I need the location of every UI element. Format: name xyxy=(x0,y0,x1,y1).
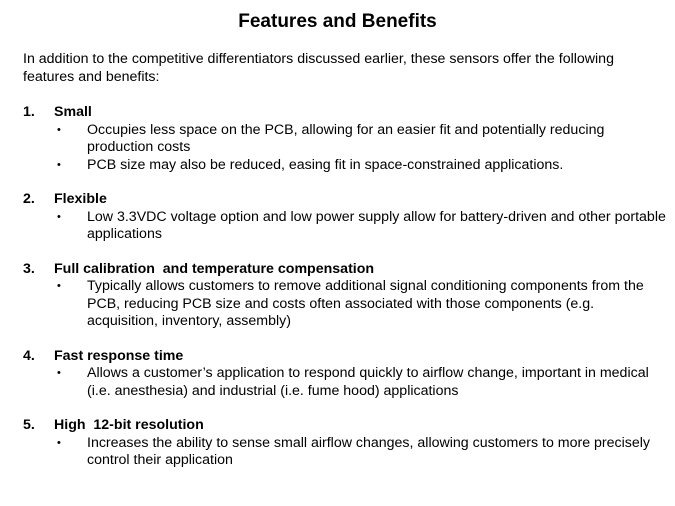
bullet-list xyxy=(23,435,668,470)
feature-heading xyxy=(23,261,668,279)
bullet-icon: • xyxy=(57,210,61,223)
feature-item-flexible xyxy=(23,191,668,244)
bullet-text: Increases the ability to sense small airflow changes, allowing customers to more precisely control their application xyxy=(87,434,651,468)
feature-heading xyxy=(23,191,668,209)
feature-number: 2. xyxy=(23,191,35,207)
intro-paragraph: In addition to the competitive differentiators discussed earlier, these sensors offer the following features and benefits: xyxy=(23,51,614,85)
bullet-list xyxy=(23,122,668,175)
feature-item-resolution xyxy=(23,417,668,470)
feature-title: Full calibration and temperature compensation xyxy=(54,260,375,277)
bullet-icon: • xyxy=(57,158,61,171)
bullet-text: Allows a customer’s application to respond quickly to airflow change, important in medical (i.e. anesthesia) and industrial (i.e. fume hood) applications xyxy=(87,365,649,399)
bullet-text: Low 3.3VDC voltage option and low power supply allow for battery-driven and other portable applications xyxy=(87,208,666,242)
feature-title: High 12-bit resolution xyxy=(54,417,204,433)
bullet-text: Occupies less space on the PCB, allowing for an easier fit and potentially reducing production costs xyxy=(87,121,605,155)
bullet-icon: • xyxy=(57,436,61,449)
feature-title: Fast response time xyxy=(54,347,184,364)
feature-title: Flexible xyxy=(54,191,107,207)
bullet-list xyxy=(23,278,668,331)
bullet-icon: • xyxy=(57,367,61,379)
list-item xyxy=(23,278,668,331)
bullet-list xyxy=(23,209,668,244)
feature-item-calibration xyxy=(23,261,668,331)
feature-number: 4. xyxy=(23,347,35,364)
feature-number: 1. xyxy=(23,104,35,120)
feature-heading xyxy=(23,417,668,435)
list-item xyxy=(23,209,668,244)
bullet-text: PCB size may also be reduced, easing fit in space-constrained applications. xyxy=(87,156,564,173)
feature-list xyxy=(23,104,668,487)
bullet-text: Typically allows customers to remove additional signal conditioning components from the PCB, reducing PCB size and costs often associated with those components (e.g. acquisition, inventory, assembly) xyxy=(87,278,644,329)
feature-item-response-time xyxy=(23,348,668,401)
feature-heading xyxy=(23,348,668,366)
feature-item-small xyxy=(23,104,668,174)
list-item xyxy=(23,157,668,175)
list-item xyxy=(23,435,668,470)
feature-number: 5. xyxy=(23,417,35,433)
feature-heading xyxy=(23,104,668,122)
bullet-list xyxy=(23,365,668,400)
bullet-icon: • xyxy=(57,280,61,292)
bullet-icon: • xyxy=(57,123,61,136)
feature-title: Small xyxy=(54,104,92,120)
feature-number: 3. xyxy=(23,260,35,277)
list-item xyxy=(23,365,668,400)
list-item xyxy=(23,122,668,157)
page-title: Features and Benefits xyxy=(238,11,437,32)
